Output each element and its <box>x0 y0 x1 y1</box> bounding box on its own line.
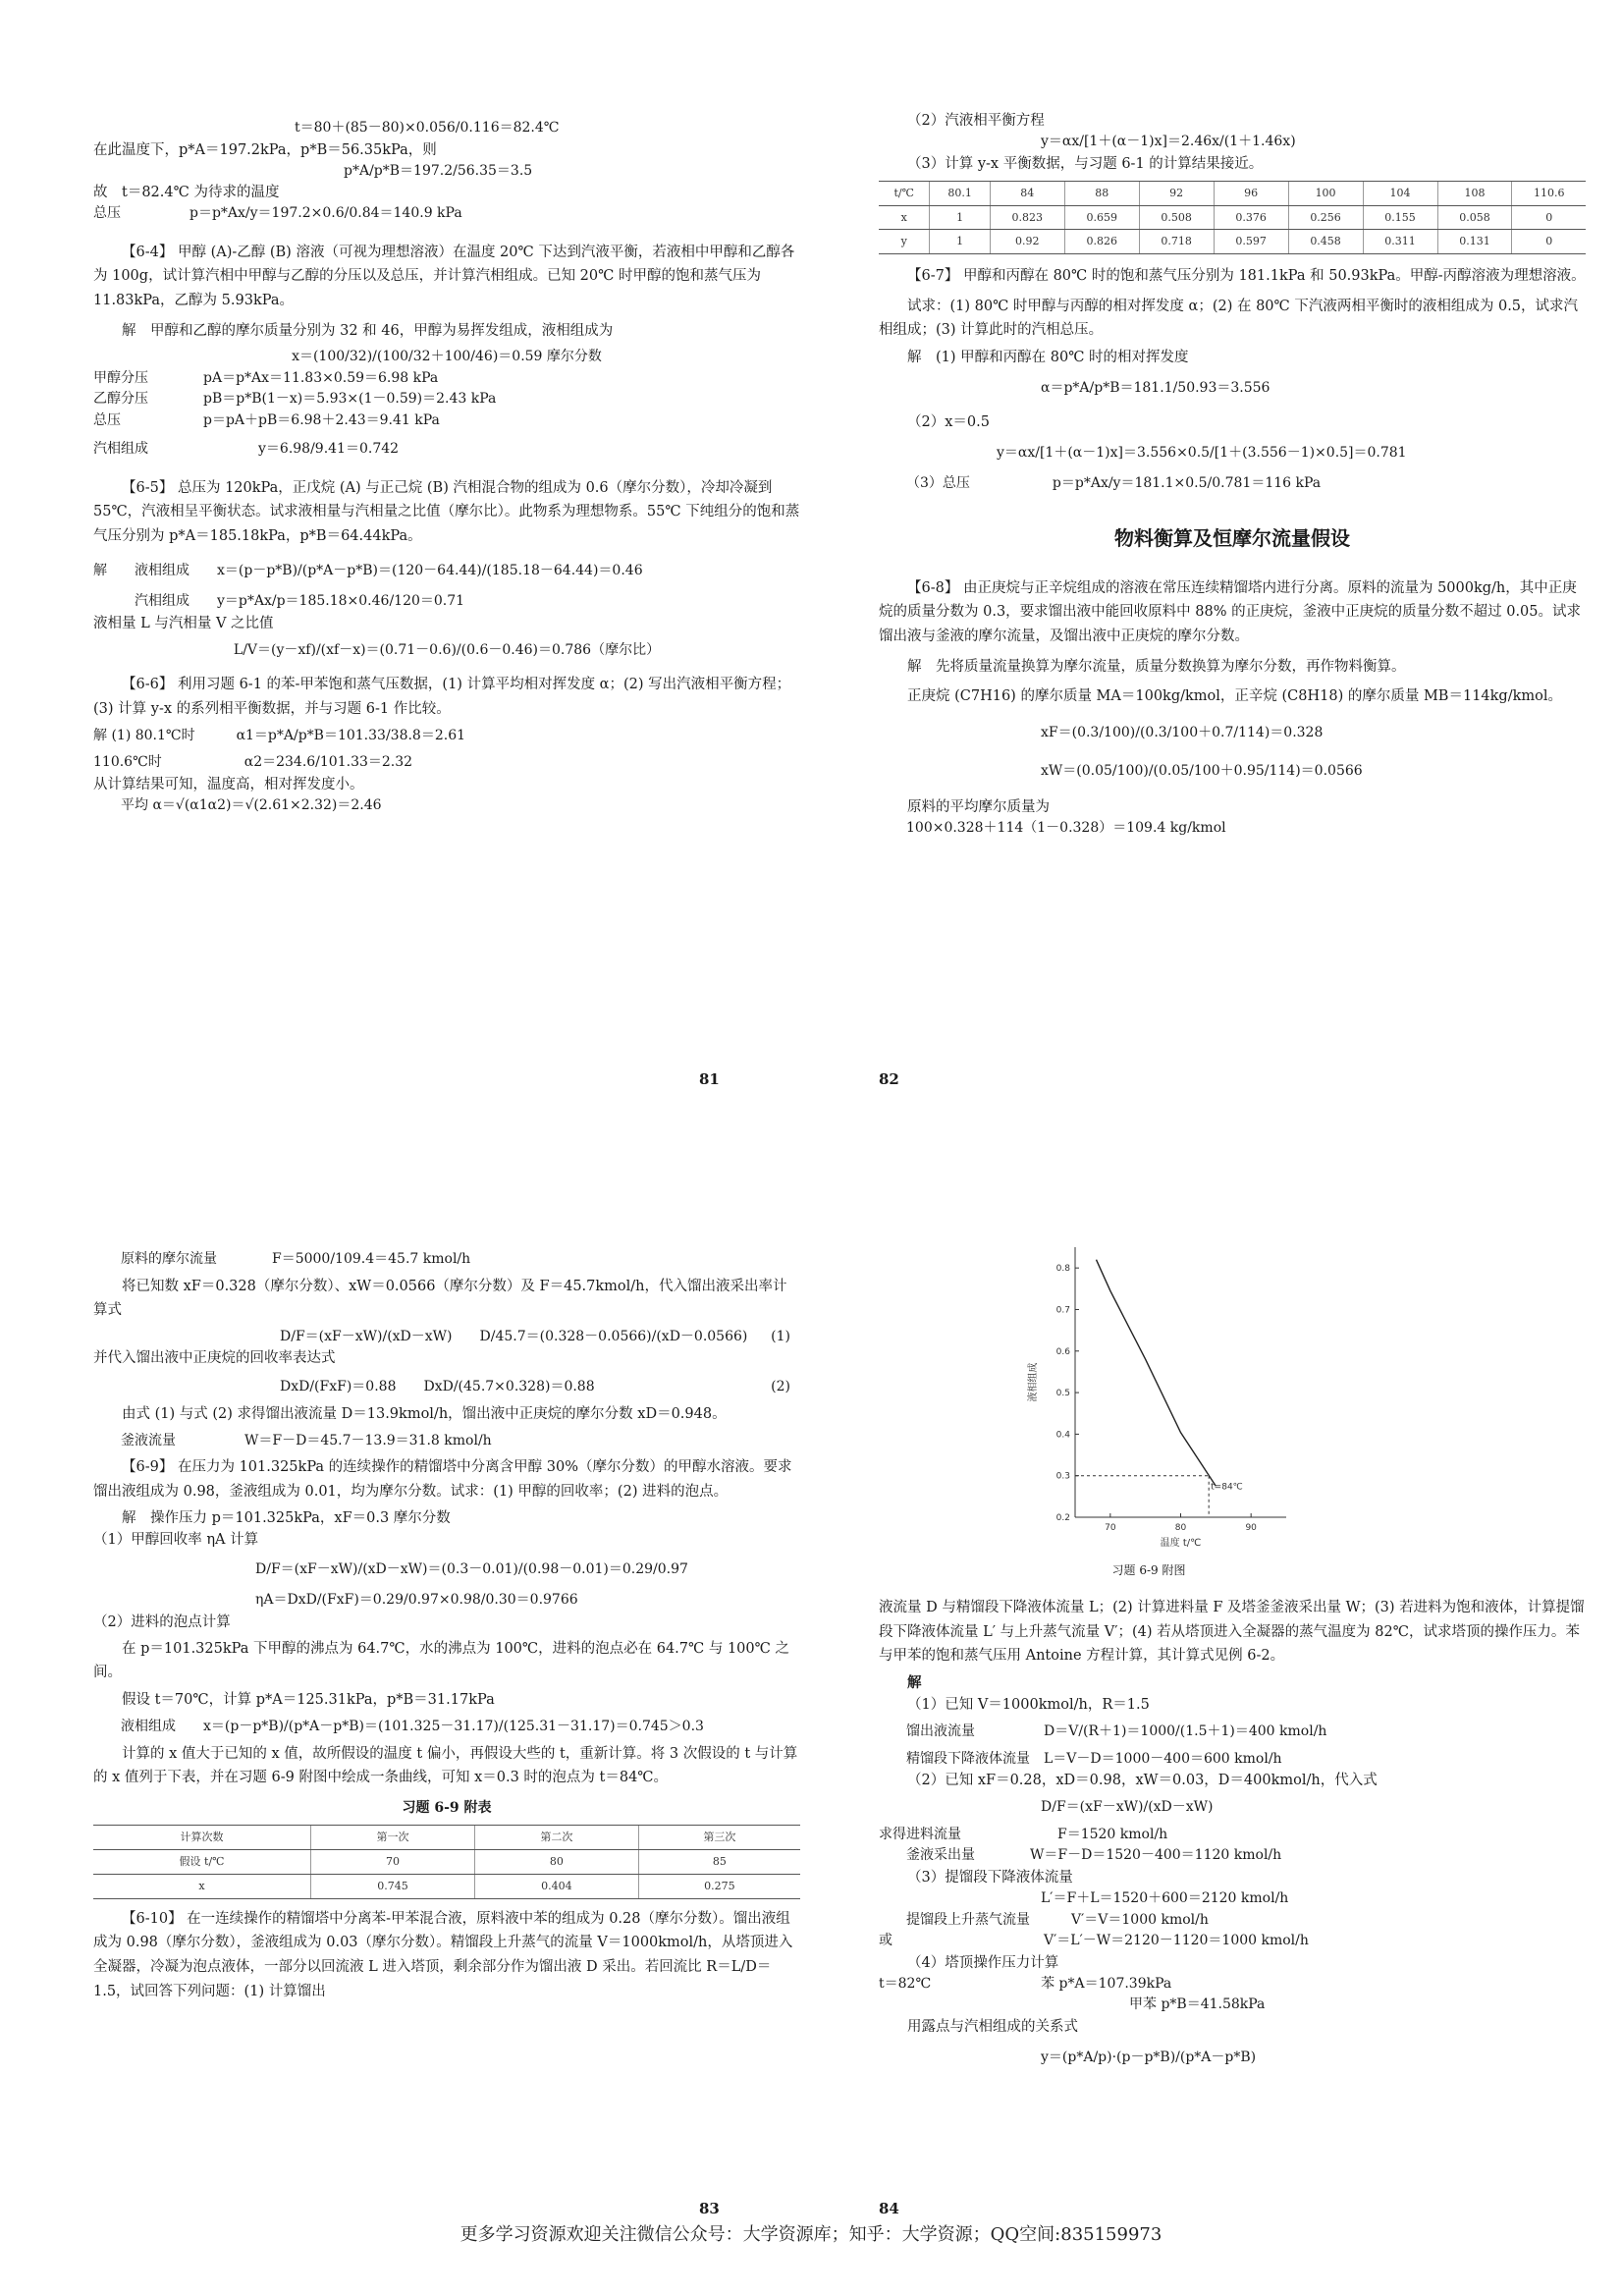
y-axis-label: 液相组成 <box>1028 1362 1039 1402</box>
page-number-83: 83 <box>699 2200 720 2217</box>
eq-6-7-y: y＝αx/[1＋(α－1)x]＝3.556×0.5/[1＋(3.556－1)×0.5]＝0.781 <box>997 444 1407 461</box>
text-line: （4）塔顶操作压力计算 <box>907 1954 1059 1971</box>
text-line: 在此温度下，p*A＝197.2kPa，p*B＝56.35kPa，则 <box>93 141 437 158</box>
y-tick-label: 0.3 <box>1055 1471 1070 1482</box>
marker-annotation: t=84℃ <box>1211 1482 1243 1493</box>
text-line: （2）进料的泡点计算 <box>93 1613 231 1630</box>
problem-6-7: 【6-7】 甲醇和丙醇在 80℃ 时的饱和蒸气压分别为 181.1kPa 和 50.93kPa。甲醇-丙醇溶液为理想溶液。 <box>907 268 1586 284</box>
eq-6-10-D: 馏出液流量 D＝V/(R＋1)＝1000/(1.5＋1)＝400 kmol/h <box>906 1723 1327 1740</box>
x-tick-label: 90 <box>1245 1523 1257 1533</box>
eq-6-9-x: 液相组成 x＝(p－p*B)/(p*A－p*B)＝(101.325－31.17)/(125.31－31.17)＝0.745＞0.3 <box>121 1719 704 1735</box>
text-line: 用露点与汽相组成的关系式 <box>907 2018 1078 2035</box>
series-line <box>1097 1260 1216 1487</box>
solution-label: 解 <box>907 1674 922 1692</box>
eq-6-10-dew: y＝(p*A/p)·(p－p*B)/(p*A－p*B) <box>1041 2049 1257 2065</box>
eq-vapor-composition: 汽相组成 y＝6.98/9.41＝0.742 <box>93 441 400 458</box>
text-line: 在 p＝101.325kPa 下甲醇的沸点为 64.7℃，水的沸点为 100℃，进料的泡点必在 64.7℃ 与 100℃ 之间。 <box>93 1640 789 1681</box>
problem-6-5: 【6-5】 总压为 120kPa，正戊烷 (A) 与正己烷 (B) 汽相混合物的组成为 0.6（摩尔分数），冷却冷凝到 55℃，汽液相呈平衡状态。试求液相量与汽相量之比值（摩尔比）。此物系为理想物系。55℃ 下纯组分的饱和蒸气压分别为 p*A＝185.18kPa，p*B＝64.44kPa。 <box>93 479 800 545</box>
table-row: t/℃ 80.1 84 88 92 96 100 104 108 110.6 <box>879 181 1586 205</box>
eq-6-8-mean: 100×0.328＋114（1－0.328）＝109.4 kg/kmol <box>906 820 1226 836</box>
eq-6-7-alpha: α＝p*A/p*B＝181.1/50.93＝3.556 <box>1041 380 1271 397</box>
table-row: x 0.745 0.404 0.275 <box>93 1874 800 1898</box>
y-tick-label: 0.5 <box>1055 1389 1070 1399</box>
eq-partial-a: 甲醇分压 pA＝p*Ax＝11.83×0.59＝6.98 kPa <box>93 369 439 386</box>
eq-6-6-mean: 平均 α＝√(α1α2)＝√(2.61×2.32)＝2.46 <box>121 796 382 813</box>
solution-6-4: 解 甲醇和乙醇的摩尔质量分别为 32 和 46，甲醇为易挥发组成，液相组成为 <box>122 322 614 339</box>
figure-caption: 习题 6-9 附图 <box>1111 1563 1186 1578</box>
page-number-81: 81 <box>699 1070 720 1088</box>
footer-notice: 更多学习资源欢迎关注微信公众号：大学资源库；知乎：大学资源；QQ空间:835159973 <box>460 2224 1162 2245</box>
text-line: 假设 t＝70℃，计算 p*A＝125.31kPa，p*B＝31.17kPa <box>122 1691 495 1708</box>
problem-6-6: 【6-6】 利用习题 6-1 的苯-甲苯饱和蒸气压数据，(1) 计算平均相对挥发度 α；(2) 写出汽液相平衡方程；(3) 计算 y-x 的系列相平衡数据，并与习题 6-1 作比较。 <box>93 677 791 717</box>
eq-6-9-DF: D/F＝(xF－xW)/(xD－xW)＝(0.3－0.01)/(0.98－0.01)＝0.29/0.97 <box>255 1560 688 1577</box>
problem-6-8: 【6-8】 由正庚烷与正辛烷组成的溶液在常压连续精馏塔内进行分离。原料的流量为 5000kg/h，其中正庚烷的质量分数为 0.3，要求馏出液中能回收原料中 88% 的正庚烷，釜液中正庚烷的质量分数不超过 0.05。试求馏出液与釜液的摩尔流量，及馏出液中正庚烷的摩尔分数。 <box>879 579 1582 644</box>
solution-6-7: 解 (1) 甲醇和丙醇在 80℃ 时的相对挥发度 <box>907 349 1189 365</box>
table-row: 假设 t/℃ 70 80 85 <box>93 1850 800 1875</box>
x-tick-label: 80 <box>1174 1523 1187 1533</box>
section-title: 物料衡算及恒摩尔流量假设 <box>1114 525 1350 550</box>
problem-6-9: 【6-9】 在压力为 101.325kPa 的连续操作的精馏塔中分离含甲醇 30%（摩尔分数）的甲醇水溶液。要求馏出液组成为 0.98，釜液组成为 0.01，均为摩尔分数。试求：(1) 甲醇的回收率；(2) 进料的泡点。 <box>93 1459 792 1500</box>
y-tick-label: 0.2 <box>1055 1513 1070 1523</box>
eq-6-10-W: 釜液采出量 W＝F－D＝1520－400＝1120 kmol/h <box>906 1847 1282 1864</box>
eq-6-10-Lp: L′＝F＋L＝1520＋600＝2120 kmol/h <box>1041 1890 1289 1907</box>
eq-6-10-F: 求得进料流量 F＝1520 kmol/h <box>879 1826 1168 1842</box>
eq-6-8-W: 釜液流量 W＝F－D＝45.7－13.9＝31.8 kmol/h <box>121 1432 492 1449</box>
eq-liquid-composition: x＝(100/32)/(100/32＋100/46)＝0.59 摩尔分数 <box>292 349 602 365</box>
eq-6-5-vapor: 汽相组成 y＝p*Ax/p＝185.18×0.46/120＝0.71 <box>93 593 465 610</box>
chart-svg <box>1006 1232 1301 1557</box>
text-line: （2）已知 xF＝0.28，xD＝0.98，xW＝0.03，D＝400kmol/h，代入式 <box>907 1773 1378 1789</box>
page-83 <box>93 1247 800 2009</box>
problem-6-7-questions: 试求：(1) 80℃ 时甲醇与丙醇的相对挥发度 α；(2) 在 80℃ 下汽液两相平衡时的液相组成为 0.5，试求汽相组成；(3) 计算此时的汽相总压。 <box>879 298 1579 339</box>
eq-6-6-alpha1: 解 (1) 80.1℃时 α1＝p*A/p*B＝101.33/38.8＝2.61 <box>93 727 466 743</box>
text-line: （3）计算 y-x 平衡数据，与习题 6-1 的计算结果接近。 <box>907 155 1264 172</box>
page-number-84: 84 <box>879 2200 899 2217</box>
solution-6-9: 解 操作压力 p＝101.325kPa，xF＝0.3 摩尔分数 <box>122 1510 451 1527</box>
y-tick-label: 0.8 <box>1055 1264 1070 1275</box>
text-line: 计算的 x 值大于已知的 x 值，故所假设的温度 t 偏小，再假设大些的 t，重新计算。将 3 次假设的 t 与计算的 x 值列于下表，并在习题 6-9 附图中绘成一条曲线，可知 x＝0.3 时的泡点为 t＝84℃。 <box>93 1745 798 1786</box>
text-line: （1）已知 V＝1000kmol/h，R＝1.5 <box>907 1697 1150 1714</box>
eq-6-8-F: 原料的摩尔流量 F＝5000/109.4＝45.7 kmol/h <box>121 1251 471 1267</box>
text-line: （2）汽液相平衡方程 <box>907 113 1045 129</box>
eq-total: 总压 p＝pA＋pB＝6.98＋2.43＝9.41 kPa <box>93 411 440 428</box>
text-line: （2）x＝0.5 <box>907 413 990 430</box>
table-row: x 1 0.823 0.659 0.508 0.376 0.256 0.155 0.058 0 <box>879 205 1586 230</box>
eq-6-8-1: D/F＝(xF－xW)/(xD－xW) D/45.7＝(0.328－0.0566)/(xD－0.0566) (1) <box>280 1328 790 1344</box>
y-tick-label: 0.4 <box>1055 1430 1070 1441</box>
eq-6-10-Vp: 提馏段上升蒸气流量 V′＝V＝1000 kmol/h <box>906 1911 1209 1928</box>
eq-6-7-total: （3）总压 p＝p*Ax/y＝181.1×0.5/0.781＝116 kPa <box>906 475 1322 492</box>
y-tick-label: 0.7 <box>1055 1305 1070 1316</box>
x-axis-label: 温度 t/℃ <box>1160 1538 1202 1549</box>
text-line: （1）甲醇回收率 ηA 计算 <box>93 1532 259 1549</box>
eq-temperature: t＝80＋(85－80)×0.056/0.116＝82.4℃ <box>295 120 560 136</box>
eq-6-8-xF: xF＝(0.3/100)/(0.3/100＋0.7/114)＝0.328 <box>1041 724 1324 740</box>
text-line: 故 t＝82.4℃ 为待求的温度 <box>93 185 280 201</box>
x-tick-label: 70 <box>1105 1523 1116 1533</box>
table-row: y 1 0.92 0.826 0.718 0.597 0.458 0.311 0.131 0 <box>879 230 1586 254</box>
text-line: 由式 (1) 与式 (2) 求得馏出液流量 D＝13.9kmol/h，馏出液中正庚烷的摩尔分数 xD＝0.948。 <box>122 1405 727 1422</box>
solution-6-8: 解 先将质量流量换算为摩尔流量，质量分数换算为摩尔分数，再作物料衡算。 <box>907 658 1406 675</box>
table-title: 习题 6-9 附表 <box>402 1799 492 1816</box>
text-line: 并代入馏出液中正庚烷的回收率表达式 <box>93 1350 336 1367</box>
text-line: 原料的平均摩尔质量为 <box>907 798 1050 815</box>
eq-6-10-benzene: t＝82℃ 苯 p*A＝107.39kPa <box>879 1975 1172 1992</box>
text-line: 液相量 L 与汽相量 V 之比值 <box>93 615 274 631</box>
equilibrium-table <box>879 181 1586 254</box>
eq-6-9-eta: ηA＝DxD/(FxF)＝0.29/0.97×0.98/0.30＝0.9766 <box>255 1592 578 1609</box>
page-84 <box>879 1223 1586 2070</box>
problem-6-4: 【6-4】 甲醇 (A)-乙醇 (B) 溶液（可视为理想溶液）在温度 20℃ 下达到汽液平衡，若液相中甲醇和乙醇各为 100g，试计算汽相中甲醇与乙醇的分压以及总压，并计算汽相组成。已知 20℃ 时甲醇的饱和蒸气压为 11.83kPa，乙醇为 5.93kPa。 <box>93 244 795 309</box>
page-82 <box>879 113 1586 842</box>
eq-total-pressure: 总压 p＝p*Ax/y＝197.2×0.6/0.84＝140.9 kPa <box>93 205 462 222</box>
bubble-point-table <box>93 1825 800 1898</box>
problem-6-10-continued: 液流量 D 与精馏段下降液体流量 L；(2) 计算进料量 F 及塔釜釜液采出量 W；(3) 若进料为饱和液体，计算提馏段下降液体流量 L′ 与上升蒸气流量 V′；(4) 若从塔顶进入全凝器的蒸气温度为 82℃，试求塔顶的操作压力。苯与甲苯的饱和蒸气压用 Antoine 方程计算，其计算式见例 6-2。 <box>879 1600 1585 1665</box>
eq-6-10-DF: D/F＝(xF－xW)/(xD－xW) <box>1041 1799 1214 1816</box>
eq-6-10-toluene: 甲苯 p*B＝41.58kPa <box>1129 1996 1266 2013</box>
eq-partial-b: 乙醇分压 pB＝p*B(1－x)＝5.93×(1－0.59)＝2.43 kPa <box>93 391 497 408</box>
eq-ratio: p*A/p*B＝197.2/56.35＝3.5 <box>344 162 533 179</box>
eq-6-10-Vp-alt: 或 V′＝L′－W＝2120－1120＝1000 kmol/h <box>879 1933 1309 1949</box>
page-81 <box>93 116 800 818</box>
eq-6-5-liquid: 解 液相组成 x＝(p－p*B)/(p*A－p*B)＝(120－64.44)/(185.18－64.44)＝0.46 <box>93 562 643 578</box>
page-number-82: 82 <box>879 1070 899 1088</box>
bubble-point-chart <box>1006 1232 1301 1561</box>
table-row: 计算次数 第一次 第二次 第三次 <box>93 1826 800 1850</box>
eq-6-6-alpha2: 110.6℃时 α2＝234.6/101.33＝2.32 <box>93 754 413 771</box>
text-line: （3）提馏段下降液体流量 <box>907 1869 1073 1886</box>
eq-6-10-L: 精馏段下降液体流量 L＝V－D＝1000－400＝600 kmol/h <box>906 1750 1282 1767</box>
eq-6-5-ratio: L/V＝(y－xf)/(xf－x)＝(0.71－0.6)/(0.6－0.46)＝0.786（摩尔比） <box>233 641 661 658</box>
text-line: 正庚烷 (C7H16) 的摩尔质量 MA＝100kg/kmol，正辛烷 (C8H18) 的摩尔质量 MB＝114kg/kmol。 <box>907 688 1562 705</box>
text-line: 从计算结果可知，温度高，相对挥发度小。 <box>93 776 364 793</box>
eq-6-8-2: DxD/(FxF)＝0.88 DxD/(45.7×0.328)＝0.88 (2) <box>280 1379 790 1395</box>
text-line: 将已知数 xF＝0.328（摩尔分数）、xW＝0.0566（摩尔分数）及 F＝45.7kmol/h，代入馏出液采出率计算式 <box>93 1278 787 1319</box>
eq-equilibrium: y＝αx/[1＋(α－1)x]＝2.46x/(1＋1.46x) <box>1041 134 1296 150</box>
problem-6-10: 【6-10】 在一连续操作的精馏塔中分离苯-甲苯混合液，原料液中苯的组成为 0.28（摩尔分数）。馏出液组成为 0.98（摩尔分数），釜液组成为 0.03（摩尔分数）。精馏段上升蒸气的流量 V＝1000kmol/h，从塔顶进入全凝器，冷凝为泡点液体，一部分以回流液 L 进入塔顶，剩余部分作为馏出液 D 采出。若回流比 R＝L/D＝1.5，试回答下列问题：(1) 计算馏出 <box>93 1910 793 1999</box>
y-tick-label: 0.6 <box>1055 1346 1070 1357</box>
eq-6-8-xW: xW＝(0.05/100)/(0.05/100＋0.95/114)＝0.0566 <box>1041 763 1363 780</box>
